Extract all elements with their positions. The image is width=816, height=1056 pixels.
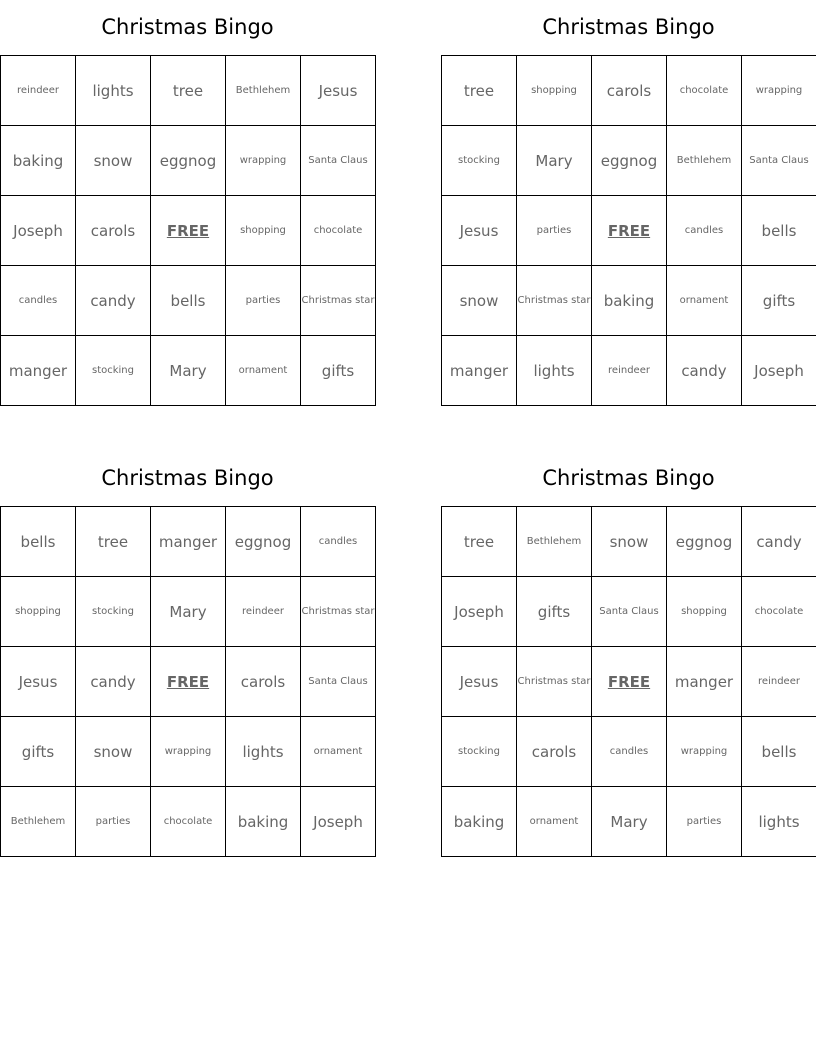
bingo-cell: carols	[226, 647, 301, 717]
grid-row	[442, 56, 816, 126]
grid-row	[1, 507, 376, 577]
bingo-cell: reindeer	[1, 56, 76, 126]
bingo-cell: Mary	[592, 787, 667, 857]
bingo-cell: eggnog	[226, 507, 301, 577]
bingo-cell: lights	[226, 717, 301, 787]
bingo-cell: shopping	[226, 196, 301, 266]
grid-row	[442, 266, 816, 336]
bingo-cell: gifts	[1, 717, 76, 787]
bingo-cell: manger	[151, 507, 226, 577]
bingo-cell: Santa Claus	[301, 126, 376, 196]
bingo-cell: ornament	[301, 717, 376, 787]
grid-row	[442, 336, 816, 406]
bingo-cell: reindeer	[226, 577, 301, 647]
grid-row	[1, 266, 376, 336]
bingo-cell: candy	[76, 266, 151, 336]
bingo-cell: Santa Claus	[742, 126, 816, 196]
bingo-cell: wrapping	[667, 717, 742, 787]
grid-row	[1, 336, 376, 406]
bingo-cell: snow	[76, 717, 151, 787]
bingo-cell: Joseph	[742, 336, 816, 406]
grid-row	[1, 126, 376, 196]
bingo-cell: Christmas star	[301, 266, 376, 336]
bingo-cell: Jesus	[442, 196, 517, 266]
bingo-grid	[0, 506, 376, 857]
grid-row	[1, 717, 376, 787]
bingo-cell: ornament	[517, 787, 592, 857]
grid-row	[442, 787, 816, 857]
bingo-cell: chocolate	[667, 56, 742, 126]
bingo-cell: carols	[517, 717, 592, 787]
free-space-cell: FREE	[592, 647, 667, 717]
bingo-cell: candy	[667, 336, 742, 406]
bingo-cell: chocolate	[151, 787, 226, 857]
bingo-cell: bells	[742, 196, 816, 266]
bingo-cell: shopping	[1, 577, 76, 647]
grid-row	[1, 577, 376, 647]
card-title: Christmas Bingo	[542, 15, 715, 39]
bingo-cell: lights	[76, 56, 151, 126]
bingo-cell: baking	[226, 787, 301, 857]
grid-row	[1, 647, 376, 717]
bingo-cell: candles	[301, 507, 376, 577]
bingo-cell: Mary	[151, 336, 226, 406]
grid-row	[1, 787, 376, 857]
bingo-cell: manger	[667, 647, 742, 717]
bingo-cell: stocking	[442, 126, 517, 196]
bingo-cell: Bethlehem	[517, 507, 592, 577]
grid-row	[442, 577, 816, 647]
bingo-cell: Joseph	[1, 196, 76, 266]
bingo-cell: parties	[667, 787, 742, 857]
bingo-grid	[0, 55, 376, 406]
free-space-cell: FREE	[592, 196, 667, 266]
bingo-cell: reindeer	[742, 647, 816, 717]
bingo-cell: parties	[517, 196, 592, 266]
bingo-cell: ornament	[226, 336, 301, 406]
bingo-cell: Bethlehem	[226, 56, 301, 126]
bingo-cell: gifts	[301, 336, 376, 406]
grid-row	[442, 717, 816, 787]
bingo-cell: candles	[667, 196, 742, 266]
bingo-cell: candles	[592, 717, 667, 787]
bingo-cell: shopping	[667, 577, 742, 647]
card-title: Christmas Bingo	[101, 466, 274, 490]
bingo-cell: Bethlehem	[667, 126, 742, 196]
bingo-cell: shopping	[517, 56, 592, 126]
bingo-cell: parties	[76, 787, 151, 857]
grid-row	[1, 196, 376, 266]
bingo-cell: lights	[517, 336, 592, 406]
bingo-cell: tree	[151, 56, 226, 126]
bingo-cell: baking	[592, 266, 667, 336]
bingo-cell: Mary	[517, 126, 592, 196]
bingo-cell: gifts	[742, 266, 816, 336]
bingo-cell: wrapping	[151, 717, 226, 787]
bingo-cell: bells	[151, 266, 226, 336]
bingo-cell: Jesus	[301, 56, 376, 126]
bingo-cell: Joseph	[301, 787, 376, 857]
bingo-cell: candles	[1, 266, 76, 336]
bingo-cell: bells	[1, 507, 76, 577]
bingo-cell: Santa Claus	[301, 647, 376, 717]
bingo-cell: snow	[592, 507, 667, 577]
bingo-cell: manger	[442, 336, 517, 406]
card-title: Christmas Bingo	[101, 15, 274, 39]
bingo-cell: Bethlehem	[1, 787, 76, 857]
bingo-cell: reindeer	[592, 336, 667, 406]
bingo-cell: wrapping	[742, 56, 816, 126]
bingo-cell: Mary	[151, 577, 226, 647]
bingo-cell: candy	[742, 507, 816, 577]
bingo-cell: eggnog	[667, 507, 742, 577]
bingo-cell: tree	[76, 507, 151, 577]
bingo-cell: tree	[442, 507, 517, 577]
bingo-cell: Christmas star	[301, 577, 376, 647]
free-space-cell: FREE	[151, 647, 226, 717]
bingo-cell: Christmas star	[517, 266, 592, 336]
bingo-cell: carols	[76, 196, 151, 266]
bingo-cell: stocking	[76, 577, 151, 647]
bingo-cell: bells	[742, 717, 816, 787]
bingo-cell: wrapping	[226, 126, 301, 196]
bingo-grid	[441, 506, 816, 857]
bingo-cell: snow	[76, 126, 151, 196]
bingo-cell: tree	[442, 56, 517, 126]
bingo-cell: parties	[226, 266, 301, 336]
bingo-cell: candy	[76, 647, 151, 717]
bingo-grid	[441, 55, 816, 406]
bingo-cell: Jesus	[1, 647, 76, 717]
bingo-cell: stocking	[76, 336, 151, 406]
free-space-cell: FREE	[151, 196, 226, 266]
bingo-cell: eggnog	[592, 126, 667, 196]
bingo-cell: carols	[592, 56, 667, 126]
bingo-cell: lights	[742, 787, 816, 857]
bingo-cell: baking	[442, 787, 517, 857]
grid-row	[1, 56, 376, 126]
bingo-cell: Christmas star	[517, 647, 592, 717]
bingo-cell: manger	[1, 336, 76, 406]
bingo-cell: stocking	[442, 717, 517, 787]
bingo-cell: eggnog	[151, 126, 226, 196]
grid-row	[442, 126, 816, 196]
bingo-cell: baking	[1, 126, 76, 196]
bingo-cell: chocolate	[301, 196, 376, 266]
grid-row	[442, 647, 816, 717]
grid-row	[442, 196, 816, 266]
bingo-cell: gifts	[517, 577, 592, 647]
card-title: Christmas Bingo	[542, 466, 715, 490]
bingo-cell: Jesus	[442, 647, 517, 717]
bingo-cell: snow	[442, 266, 517, 336]
bingo-cell: Joseph	[442, 577, 517, 647]
grid-row	[442, 507, 816, 577]
bingo-cell: ornament	[667, 266, 742, 336]
bingo-cell: chocolate	[742, 577, 816, 647]
bingo-cell: Santa Claus	[592, 577, 667, 647]
